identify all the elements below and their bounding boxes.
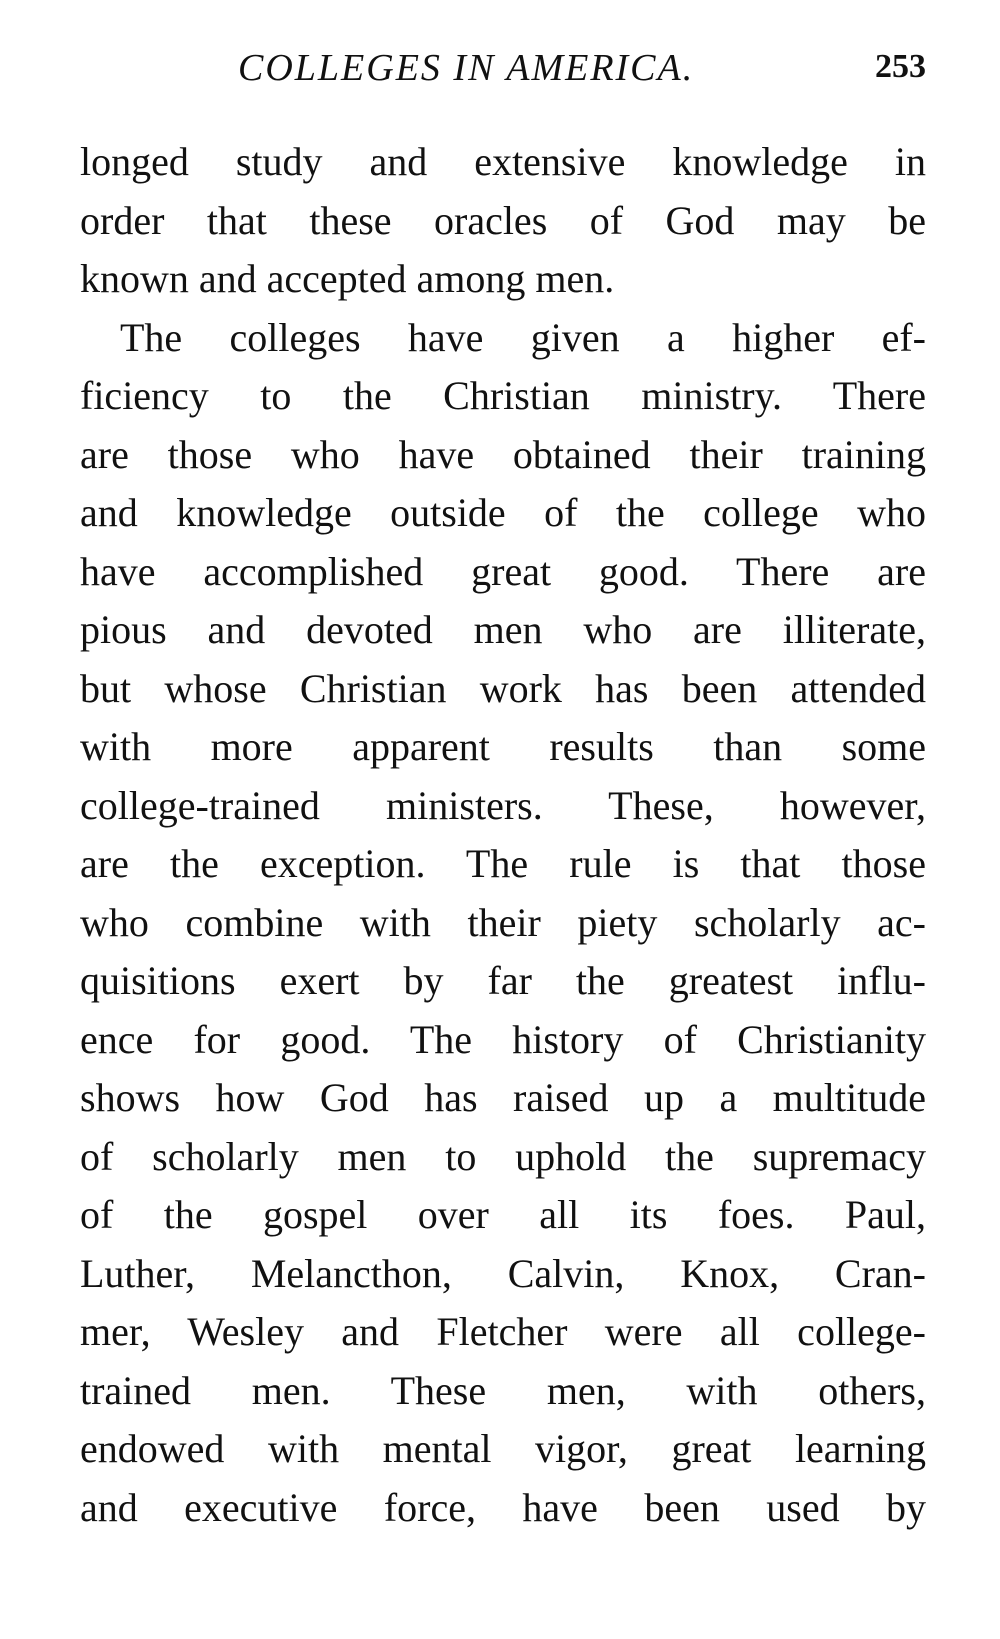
text-line: pious and devoted men who are illiterate,	[80, 607, 926, 652]
text-line: are the exception. The rule is that those	[80, 841, 926, 886]
text-line: who combine with their piety scholarly ac-	[80, 899, 926, 945]
body-text	[80, 133, 926, 1537]
text-line: shows how God has raised up a multitude	[80, 1075, 926, 1120]
text-line: order that these oracles of God may be	[80, 197, 926, 243]
text-line: and knowledge outside of the college who	[80, 490, 926, 535]
running-title: COLLEGES IN AMERICA.	[238, 47, 695, 89]
text-line: with more apparent results than some	[80, 724, 926, 769]
text-line: quisitions exert by far the greatest influ-	[80, 958, 926, 1003]
text-line: ence for good. The history of Christianity	[80, 1016, 926, 1062]
text-line: and executive force, have been used by	[80, 1484, 926, 1530]
page-number: 253	[875, 48, 926, 85]
text-line: mer, Wesley and Fletcher were all college-	[80, 1309, 926, 1354]
text-line: but whose Christian work has been attended	[80, 665, 926, 711]
text-line: have accomplished great good. There are	[80, 548, 926, 594]
text-line: trained men. These men, with others,	[80, 1367, 926, 1413]
text-line: college-trained ministers. These, however,	[80, 782, 926, 828]
text-line: known and accepted among men.	[80, 256, 615, 301]
page-header	[80, 46, 926, 96]
text-line: of scholarly men to uphold the supremacy	[80, 1133, 926, 1179]
text-line: ficiency to the Christian ministry. There	[80, 373, 926, 418]
text-line: are those who have obtained their training	[80, 431, 926, 477]
paragraph-start-line: The colleges have given a higher ef-	[120, 314, 926, 360]
text-line: longed study and extensive knowledge in	[80, 139, 926, 184]
text-line: Luther, Melancthon, Calvin, Knox, Cran-	[80, 1250, 926, 1296]
text-line: endowed with mental vigor, great learning	[80, 1426, 926, 1471]
text-line: of the gospel over all its foes. Paul,	[80, 1192, 926, 1237]
